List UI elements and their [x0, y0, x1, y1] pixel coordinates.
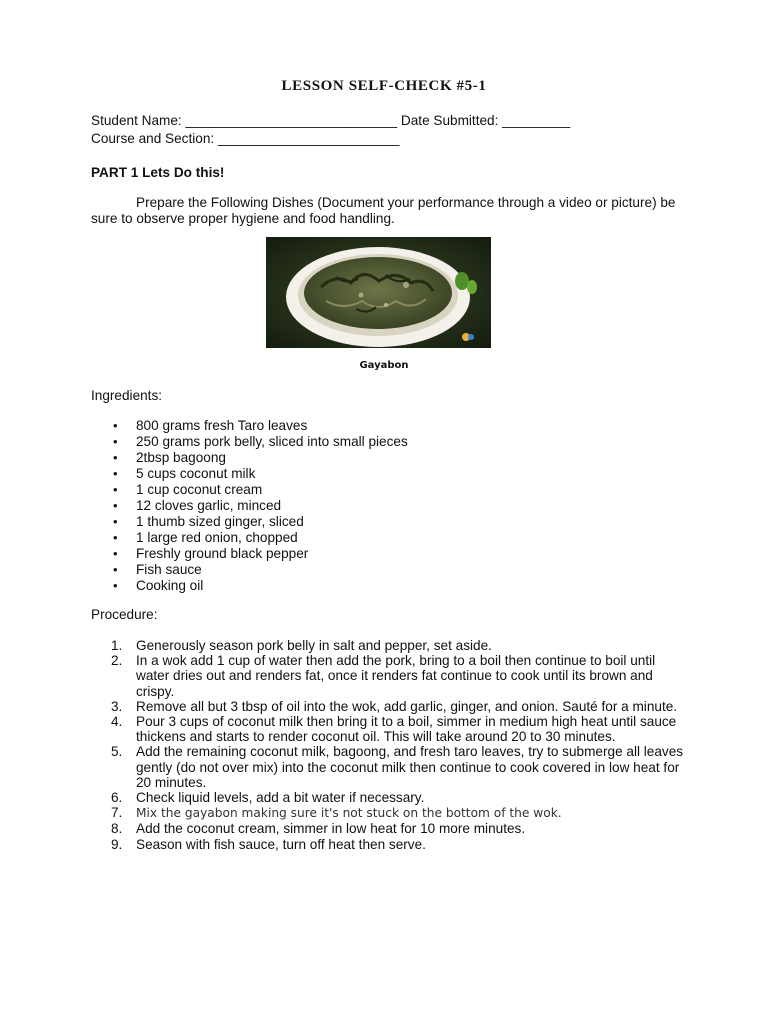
- step-number: 5.: [111, 744, 123, 760]
- procedure-step: [91, 653, 691, 699]
- list-item: [91, 450, 408, 466]
- step-text: Generously season pork belly in salt and pepper, set aside.: [136, 638, 492, 653]
- procedure-step: [91, 638, 691, 653]
- instructions-text: Prepare the Following Dishes (Document your performance through a video or picture) be sure to observe proper hygiene and food handling.: [91, 195, 676, 226]
- procedure-step: [91, 837, 691, 852]
- ingredient-text: 1 cup coconut cream: [136, 482, 263, 497]
- procedure-heading: Procedure:: [91, 607, 158, 622]
- ingredient-text: 800 grams fresh Taro leaves: [136, 418, 308, 433]
- list-item: [91, 562, 408, 578]
- bullet-icon: •: [113, 418, 118, 433]
- procedure-step: [91, 805, 691, 821]
- list-item: [91, 482, 408, 498]
- course-section-line: Course and Section: ________________________: [91, 131, 400, 146]
- ingredients-heading: Ingredients:: [91, 388, 163, 403]
- step-number: 3.: [111, 698, 123, 714]
- step-number: 1.: [111, 638, 123, 653]
- list-item: [91, 418, 408, 434]
- ingredients-list: [91, 418, 408, 594]
- ingredient-text: Freshly ground black pepper: [136, 546, 309, 561]
- ingredient-text: 250 grams pork belly, sliced into small pieces: [136, 434, 408, 449]
- step-number: 2.: [111, 653, 123, 669]
- bullet-icon: •: [113, 546, 118, 561]
- dish-photo: [266, 237, 491, 348]
- bullet-icon: •: [113, 562, 118, 577]
- bullet-icon: •: [113, 578, 118, 593]
- procedure-step: [91, 699, 691, 714]
- procedure-step: [91, 744, 691, 790]
- step-number: 9.: [111, 836, 123, 852]
- step-text: Check liquid levels, add a bit water if necessary.: [136, 790, 425, 806]
- bullet-icon: •: [113, 450, 118, 465]
- list-item: [91, 546, 408, 562]
- list-item: [91, 514, 408, 530]
- bullet-icon: •: [113, 530, 118, 545]
- procedure-list: [91, 638, 691, 852]
- instructions-paragraph: [91, 195, 681, 227]
- step-text: Mix the gayabon making sure it's not stuck on the bottom of the wok.: [136, 806, 562, 821]
- step-number: 7.: [111, 805, 123, 821]
- step-text: In a wok add 1 cup of water then add the pork, bring to a boil then continue to boil until water dries out and renders fat, once it renders fat continue to cook until its brown and crispy.: [136, 653, 656, 699]
- step-number: 8.: [111, 821, 123, 837]
- ingredient-text: 12 cloves garlic, minced: [136, 498, 282, 513]
- list-item: [91, 466, 408, 482]
- step-text: Remove all but 3 tbsp of oil into the wok, add garlic, ginger, and onion. Sauté for a minute.: [136, 698, 678, 714]
- image-caption: Gayabon: [359, 360, 409, 371]
- procedure-step: [91, 714, 691, 744]
- list-item: [91, 498, 408, 514]
- procedure-step: [91, 790, 691, 805]
- ingredient-text: 2tbsp bagoong: [136, 450, 226, 465]
- list-item: [91, 578, 408, 594]
- student-name-line: Student Name: ____________________________ Date Submitted: _________: [91, 113, 571, 128]
- bullet-icon: •: [113, 434, 118, 449]
- list-item: [91, 434, 408, 450]
- step-text: Pour 3 cups of coconut milk then bring it to a boil, simmer in medium high heat until sauce thickens and starts to render coconut oil. This will take around 20 to 30 minutes.: [136, 714, 677, 745]
- bullet-icon: •: [113, 482, 118, 497]
- step-text: Add the remaining coconut milk, bagoong, and fresh taro leaves, try to submerge all leaves gently (do not over mix) into the coconut milk then continue to cook covered in low heat for 20 minutes.: [136, 744, 684, 790]
- ingredient-text: Cooking oil: [136, 578, 204, 593]
- step-number: 6.: [111, 790, 123, 806]
- ingredient-text: 1 large red onion, chopped: [136, 530, 298, 545]
- bullet-icon: •: [113, 514, 118, 529]
- bullet-icon: •: [113, 466, 118, 481]
- ingredient-text: 5 cups coconut milk: [136, 466, 256, 481]
- part-heading: PART 1 Lets Do this!: [91, 165, 225, 180]
- ingredient-text: Fish sauce: [136, 562, 202, 577]
- dish-photo-graphic: [266, 237, 491, 348]
- procedure-step: [91, 821, 691, 836]
- bullet-icon: •: [113, 498, 118, 513]
- step-text: Season with fish sauce, turn off heat then serve.: [136, 836, 426, 852]
- list-item: [91, 530, 408, 546]
- step-text: Add the coconut cream, simmer in low heat for 10 more minutes.: [136, 821, 526, 837]
- step-number: 4.: [111, 714, 123, 730]
- page-title: LESSON SELF-CHECK #5-1: [281, 78, 487, 94]
- ingredient-text: 1 thumb sized ginger, sliced: [136, 514, 304, 529]
